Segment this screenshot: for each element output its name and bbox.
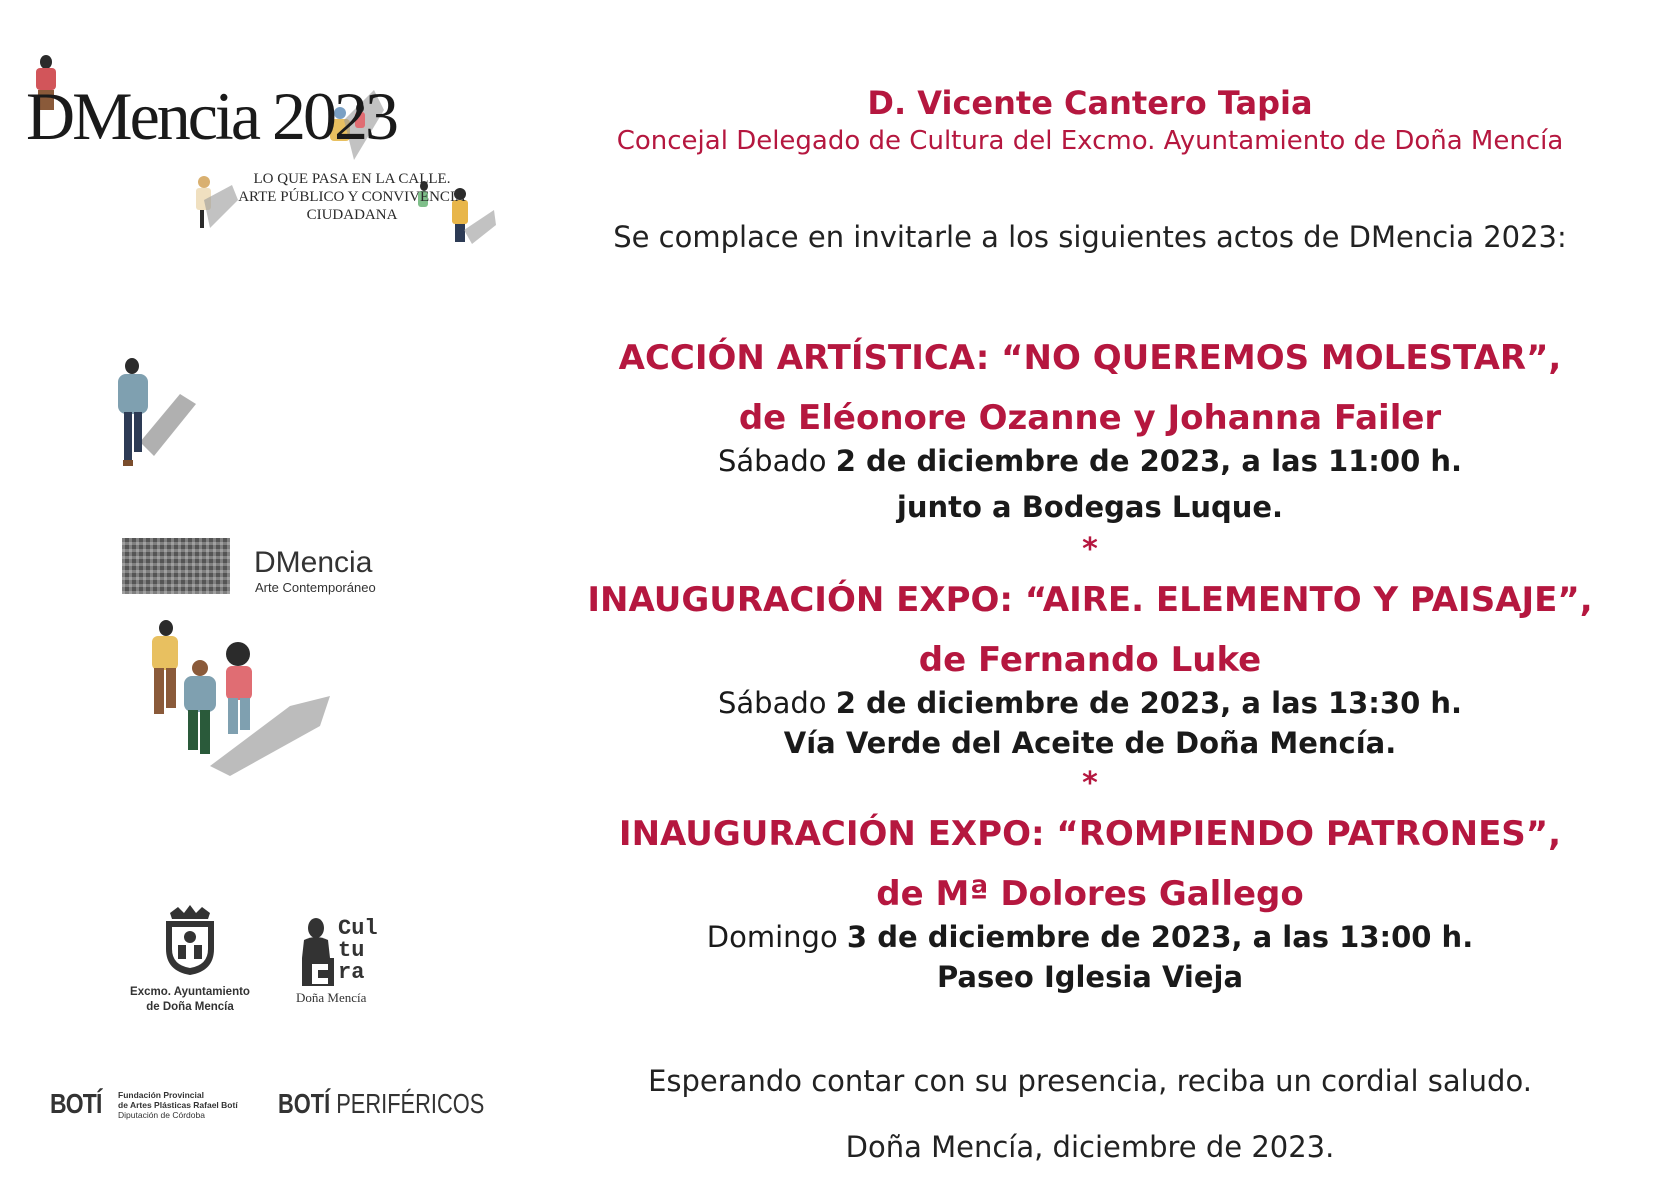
event-3-datetime bbox=[560, 920, 1620, 954]
dmencia-brand bbox=[122, 538, 376, 595]
event-1-datetime bbox=[560, 444, 1620, 478]
boti-foundation-text bbox=[118, 1090, 238, 1120]
boti-perifericos-word: PERIFÉRICOS bbox=[330, 1088, 485, 1119]
event-2-datetime bbox=[560, 686, 1620, 720]
boti-perifericos-mark: BOTÍ bbox=[278, 1088, 331, 1119]
event-1-date: 2 de diciembre de 2023, a las 11:00 h. bbox=[835, 444, 1463, 478]
signature-date: Doña Mencía, diciembre de 2023. bbox=[845, 1130, 1335, 1164]
event-2-author: de Fernando Luke bbox=[918, 640, 1262, 680]
event-2-day: Sábado bbox=[717, 686, 836, 720]
boti-foundation-logo bbox=[50, 1088, 238, 1120]
event-2-date: 2 de diciembre de 2023, a las 13:30 h. bbox=[835, 686, 1463, 720]
left-column bbox=[0, 0, 560, 1181]
event-3-author: de Mª Dolores Gallego bbox=[876, 874, 1304, 914]
invitation-intro: Se complace en invitarle a los siguientes actos de DMencia 2023: bbox=[613, 220, 1567, 254]
event-1-author: de Eléonore Ozanne y Johanna Failer bbox=[738, 398, 1442, 438]
group-figures-illustration bbox=[140, 616, 340, 796]
event-2-place: Vía Verde del Aceite de Doña Mencía. bbox=[783, 726, 1397, 760]
dmencia-brand-name: DMencia bbox=[254, 546, 373, 579]
event-3-date: 3 de diciembre de 2023, a las 13:00 h. bbox=[846, 920, 1474, 954]
coat-of-arms-icon bbox=[160, 905, 220, 977]
event-2-title: INAUGURACIÓN EXPO: “AIRE. ELEMENTO Y PAISAJE”, bbox=[587, 580, 1593, 620]
dm-pixel-logo-icon bbox=[122, 538, 230, 594]
logo-subtitle: LO QUE PASA EN LA CALLE. ARTE PÚBLICO Y CONVIVENCIA CIUDADANA bbox=[238, 171, 466, 223]
cultura-silhouette-icon bbox=[298, 918, 338, 986]
ayuntamiento-logo bbox=[120, 905, 260, 1015]
dmencia-brand-tagline: Arte Contemporáneo bbox=[255, 580, 376, 595]
event-3-place: Paseo Iglesia Vieja bbox=[936, 960, 1244, 994]
boti-foundation-name: Fundación Provincial de Artes Plásticas Rafael Botí bbox=[118, 1090, 238, 1110]
cultura-footer: Doña Mencía bbox=[296, 990, 367, 1005]
host-name: D. Vicente Cantero Tapia bbox=[867, 84, 1313, 122]
ayuntamiento-label: Excmo. Ayuntamiento de Doña Mencía bbox=[130, 986, 250, 1013]
event-1-title: ACCIÓN ARTÍSTICA: “NO QUEREMOS MOLESTAR”, bbox=[618, 338, 1562, 378]
boti-foundation-sub: Diputación de Córdoba bbox=[118, 1110, 205, 1120]
walking-figure-illustration bbox=[110, 352, 210, 477]
event-3-title: INAUGURACIÓN EXPO: “ROMPIENDO PATRONES”, bbox=[618, 814, 1562, 854]
event-1-day: Sábado bbox=[717, 444, 836, 478]
event-1-place: junto a Bodegas Luque. bbox=[896, 490, 1284, 524]
event-3-day: Domingo bbox=[706, 920, 847, 954]
logo-title: DMencia 2023 bbox=[26, 78, 397, 154]
cultura-text: Cul tu ra bbox=[338, 916, 378, 985]
boti-perifericos-logo bbox=[278, 1088, 484, 1120]
host-role: Concejal Delegado de Cultura del Excmo. Ayuntamiento de Doña Mencía bbox=[616, 126, 1564, 156]
boti-mark: BOTÍ bbox=[50, 1088, 102, 1119]
separator-1: * bbox=[1082, 532, 1098, 567]
closing-greeting: Esperando contar con su presencia, reciba un cordial saludo. bbox=[648, 1064, 1532, 1098]
separator-2: * bbox=[1082, 766, 1098, 801]
